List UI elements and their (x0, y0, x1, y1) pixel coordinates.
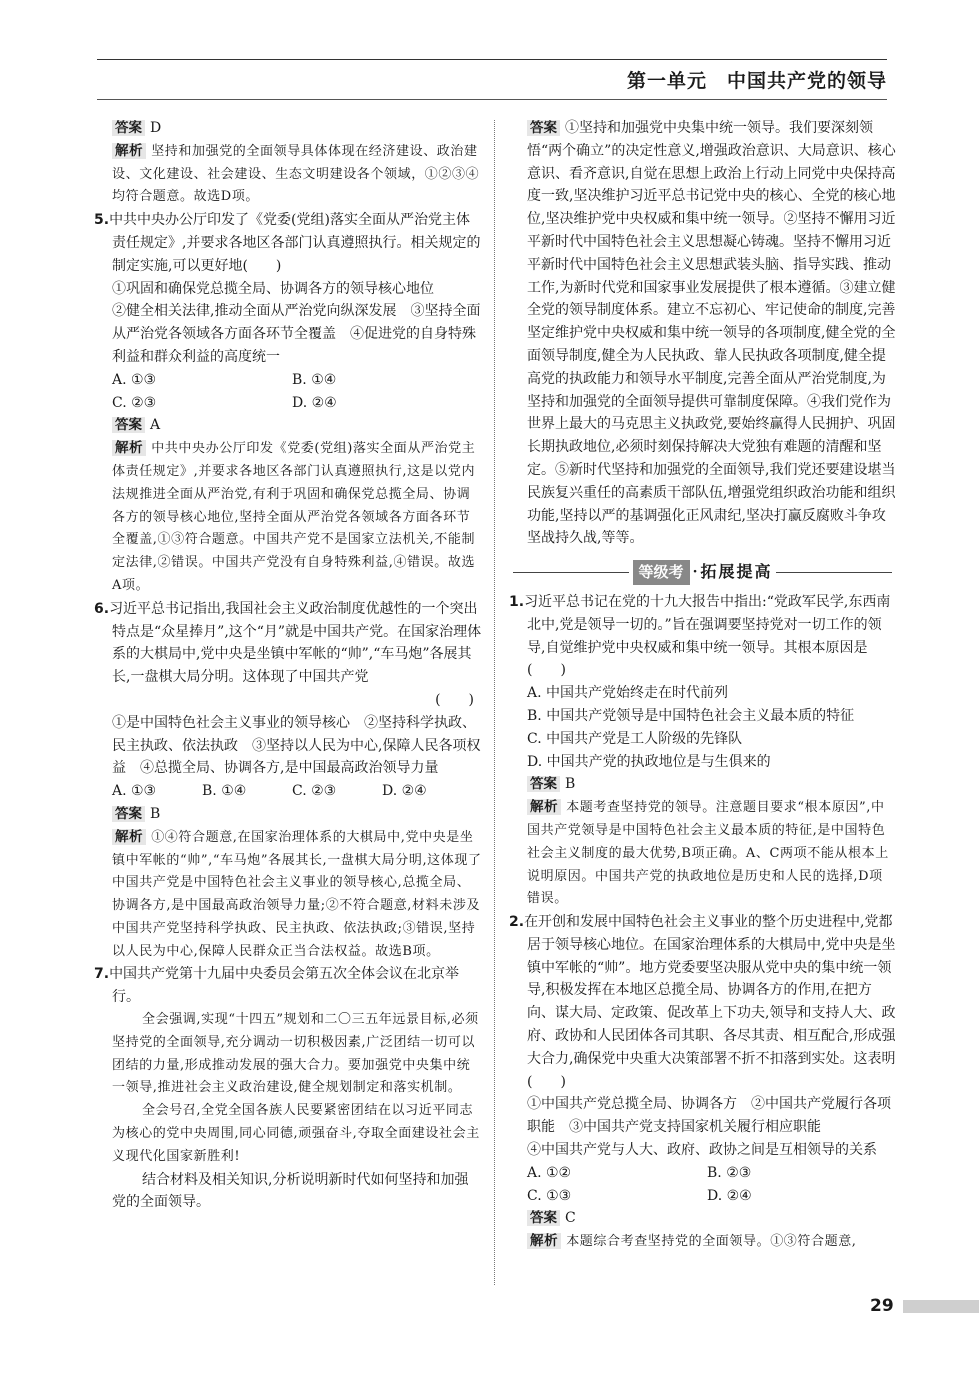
q6-statements: ①是中国特色社会主义事业的领导核心 ②坚持科学执政、民主执政、依法执政 ③坚持以人民为中心,保障人民各项权益 ④总揽全局、协调各方,是中国最高政治领导力量 (112, 714, 481, 777)
q5-answer: 答案 A (94, 414, 482, 437)
e2-options-row2 (509, 1185, 896, 1208)
q5-option-b: B. ①④ (292, 371, 337, 388)
e1-stem: 1.习近平总书记在党的十九大报告中指出:“党政军民学,东西南北中,党是领导一切的。”旨在强调要坚持党对一切工作的领导,自觉维护党中央权威和集中统一领导。其根本原因是( ) (509, 593, 891, 679)
q5-statement-1: ①巩固和确保党总揽全局、协调各方的领导核心地位 (112, 280, 434, 297)
e2-stem: 2.在开创和发展中国特色社会主义事业的整个历史进程中,党都居于领导核心地位。在国家治理体系的大棋局中,党中央是坐镇中军帐的“帅”。地方党委要坚决服从党中央的集中统一领导,积极发挥在本地区总揽全局、协调各方的作用,在把方向、谋大局、定政策、促改革上下功夫,领导和支持人大、政府、政协和人民团体各司其职、各尽其责、相互配合,形成强大合力,确保党中央重大决策部署不折不扣落到实处。这表明( ) (509, 914, 896, 1090)
q5-statement-2: ②健全相关法律,推动全面从严治党向纵深发展 ③坚持全面从严治党各领域各方面各环节全覆盖 ④促进党的自身特殊利益和群众利益的高度统一 (112, 303, 481, 365)
q5-option-c: C. ②③ (112, 394, 157, 411)
section-title: 拓展提高 (700, 562, 773, 582)
q7-material-2: 全会号召,全党全国各族人民要紧密团结在以习近平同志为核心的党中央周围,同心同德,顽强奋斗,夺取全面建设社会主义现代化国家新胜利! (112, 1103, 480, 1164)
left-column (94, 117, 482, 1214)
q6-options (94, 780, 482, 803)
chapter-title: 中国共产党的领导 (726, 70, 887, 92)
q6-paren: ( ) (435, 691, 474, 708)
e2-explanation: 解析 本题综合考查坚持党的全面领导。①③符合题意, (509, 1230, 896, 1254)
section-level-badge: 等级考 (633, 560, 690, 585)
explain-label: 解析 (112, 143, 146, 159)
q5-stem: 5.中共中央办公厅印发了《党委(党组)落实全面从严治党主体责任规定》,并要求各地区各部门认真遵照执行。相关规定的制定实施,可以更好地( ) (94, 212, 481, 274)
e1-explanation: 解析 本题考查坚持党的领导。注意题目要求“根本原因”,中国共产党领导是中国特色社会主义最本质的特征,是中国特色社会主义制度的最大优势,B项正确。A、C两项不能从根本上说明原因。中国共产党的执政地位是历史和人民的选择,D项错误。 (527, 799, 889, 907)
section-heading: 等级考 · 拓展提高 (509, 560, 896, 585)
q5-options-row1 (94, 369, 482, 392)
e2-answer: 答案 C (509, 1207, 896, 1230)
header-top-rule (97, 59, 887, 60)
q4-answer: 答案 D (94, 117, 482, 140)
e1-answer: 答案 B (509, 773, 896, 796)
q5-option-a: A. ①③ (112, 371, 157, 388)
q5-option-d: D. ②④ (292, 394, 337, 411)
q5-explanation: 解析 中共中央办公厅印发《党委(党组)落实全面从严治党主体责任规定》,并要求各地区各部门认真遵照执行,这是以党内法规推进全面从严治党,有利于巩固和确保党总揽全局、协调各方的领导核心地位,坚持全面从严治党各领域各方面各环节全覆盖,①③符合题意。中国共产党不是国家立法机关,不能制定法律,②错误。中国共产党没有自身特殊利益,④错误。故选A项。 (112, 440, 476, 593)
section-rule-left (513, 572, 629, 573)
q7-answer: 答案 ①坚持和加强党中央集中统一领导。我们要深刻领悟“两个确立”的决定性意义,增强政治意识、大局意识、核心意识、看齐意识,自觉在思想上政治上行动上同党中央保持高度一致,坚决维护习近平总书记党中央的核心、全党的核心地位,坚决维护党中央权威和集中统一领导。②坚持不懈用习近平新时代中国特色社会主义思想凝心铸魂。坚持不懈用习近平新时代中国特色社会主义思想武装头脑、指导实践、推动工作,为新时代党和国家事业发展提供了根本遵循。③建立健全党的领导制度体系。建立不忘初心、牢记使命的制度,完善坚定维护党中央权威和集中统一领导的各项制度,健全党的全面领导制度,健全为人民执政、靠人民执政各项制度,健全提高党的执政能力和领导水平制度,完善全面从严治党制度,为坚持和加强党的全面领导提供可靠制度保障。④我们党作为世界上最大的马克思主义执政党,要始终赢得人民拥护、巩固长期执政地位,必须时刻保持解决大党独有难题的清醒和坚定。⑤新时代坚持和加强党的全面领导,我们党还要建设堪当民族复兴重任的高素质干部队伍,增强党组织政治功能和组织功能,坚持以严的基调强化正风肃纪,坚决打赢反腐败斗争攻坚战持久战,等等。 (527, 120, 896, 547)
answer-label: 答案 (112, 120, 145, 136)
e2-statements-1: ①中国共产党总揽全局、协调各方 ②中国共产党履行各项职能 ③中国共产党支持国家机关履行相应职能 (527, 1096, 891, 1136)
e2-statements-2: ④中国共产党与人大、政府、政协之间是互相领导的关系 (527, 1142, 877, 1159)
q7-question: 结合材料及相关知识,分析说明新时代如何坚持和加强党的全面领导。 (112, 1171, 469, 1211)
q6-option-c: C. ②③ (292, 783, 337, 800)
q6-option-b: B. ①④ (202, 783, 247, 800)
unit-label: 第一单元 (626, 70, 707, 92)
e2-option-c: C. ①③ (527, 1187, 572, 1204)
page-number-bar (903, 1300, 979, 1313)
section-rule-right (776, 572, 892, 573)
e2-options-row1 (509, 1162, 896, 1185)
e1-option-a: A. 中国共产党始终走在时代前列 (527, 685, 729, 702)
page-number: 29 (870, 1296, 894, 1316)
e2-option-a: A. ①② (527, 1164, 572, 1181)
e2-option-b: B. ②③ (707, 1164, 752, 1181)
q7-stem: 7.中国共产党第十九届中央委员会第五次全体会议在北京举行。 (94, 966, 460, 1006)
q6-option-a: A. ①③ (112, 783, 157, 800)
header-bottom-rule (97, 99, 887, 100)
e1-option-b: B. 中国共产党领导是中国特色社会主义最本质的特征 (527, 707, 855, 724)
q6-answer: 答案 B (94, 803, 482, 826)
q5-options-row2 (94, 392, 482, 415)
e2-option-d: D. ②④ (707, 1187, 752, 1204)
e1-option-d: D. 中国共产党的执政地位是与生俱来的 (527, 753, 771, 770)
q6-stem: 6.习近平总书记指出,我国社会主义政治制度优越性的一个突出特点是“众星捧月”,这个“月”就是中国共产党。在国家治理体系的大棋局中,党中央是坐镇中军帐的“帅”,“车马炮”各展其长,一盘棋大局分明。这体现了中国共产党 (94, 600, 482, 686)
right-column (509, 117, 896, 1254)
q6-option-d: D. ②④ (382, 783, 427, 800)
running-header (627, 66, 887, 93)
column-divider (494, 120, 495, 1285)
q7-material-1: 全会强调,实现“十四五”规划和二〇三五年远景目标,必须坚持党的全面领导,充分调动一切积极因素,广泛团结一切可以团结的力量,形成推动发展的强大合力。要加强党中央集中统一领导,推进社会主义政治建设,健全规划制定和落实机制。 (112, 1012, 479, 1096)
q4-explanation: 解析 坚持和加强党的全面领导具体体现在经济建设、政治建设、文化建设、社会建设、生态文明建设各个领域，①②③④均符合题意。故选D项。 (112, 142, 480, 205)
q6-explanation: 解析 ①④符合题意,在国家治理体系的大棋局中,党中央是坐镇中军帐的“帅”,“车马炮”各展其长,一盘棋大局分明,这体现了中国共产党是中国特色社会主义事业的领导核心,总揽全局、协调各方,是中国最高政治领导力量;②不符合题意,材料未涉及中国共产党坚持科学执政、民主执政、依法执政;③错误,坚持以人民为中心,保障人民群众正当合法权益。故选B项。 (112, 828, 482, 959)
e1-option-c: C. 中国共产党是工人阶级的先锋队 (527, 730, 743, 747)
